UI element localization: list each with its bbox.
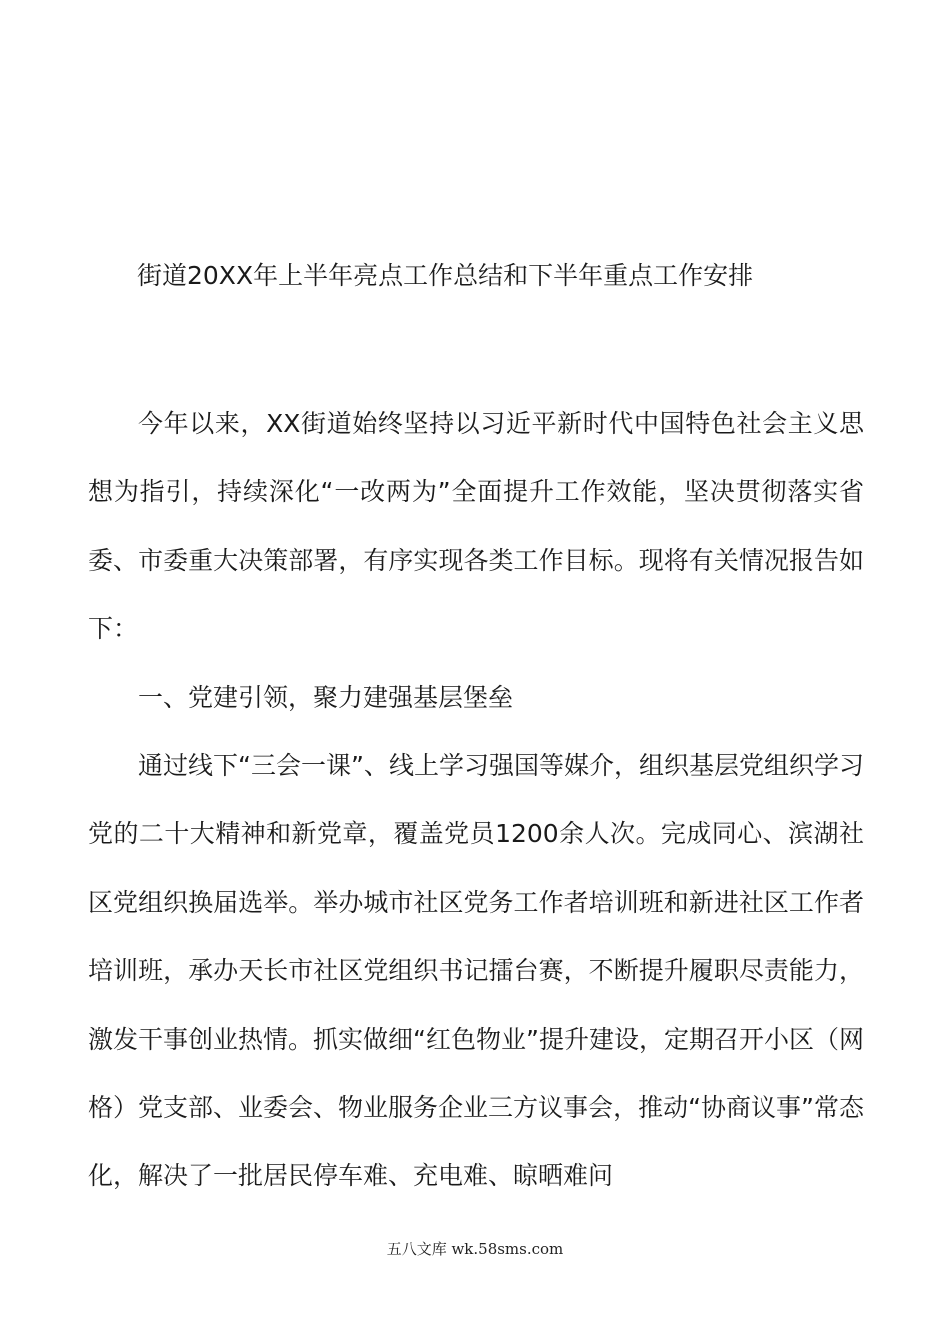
intro-paragraph: 今年以来，XX街道始终坚持以习近平新时代中国特色社会主义思想为指引，持续深化“一改两为”全面提升工作效能，坚决贯彻落实省委、市委重大决策部署，有序实现各类工作目标。现将有关情况报告如下： (88, 409, 864, 644)
document-body (88, 390, 864, 1211)
section-paragraph: 通过线下“三会一课”、线上学习强国等媒介，组织基层党组织学习党的二十大精神和新党章，覆盖党员1200余人次。完成同心、滨湖社区党组织换届选举。举办城市社区党务工作者培训班和新进社区工作者培训班，承办天长市社区党组织书记擂台赛，不断提升履职尽责能力，激发干事创业热情。抓实做细“红色物业”提升建设，定期召开小区（网格）党支部、业委会、物业服务企业三方议事会，推动“协商议事”常态化，解决了一批居民停车难、充电难、晾晒难问 (88, 751, 864, 1191)
document-title: 街道20XX年上半年亮点工作总结和下半年重点工作安排 (137, 261, 754, 290)
footer-watermark: 五八文库 wk.58sms.com (386, 1240, 564, 1258)
section-heading: 一、党建引领，聚力建强基层堡垒 (138, 682, 514, 712)
